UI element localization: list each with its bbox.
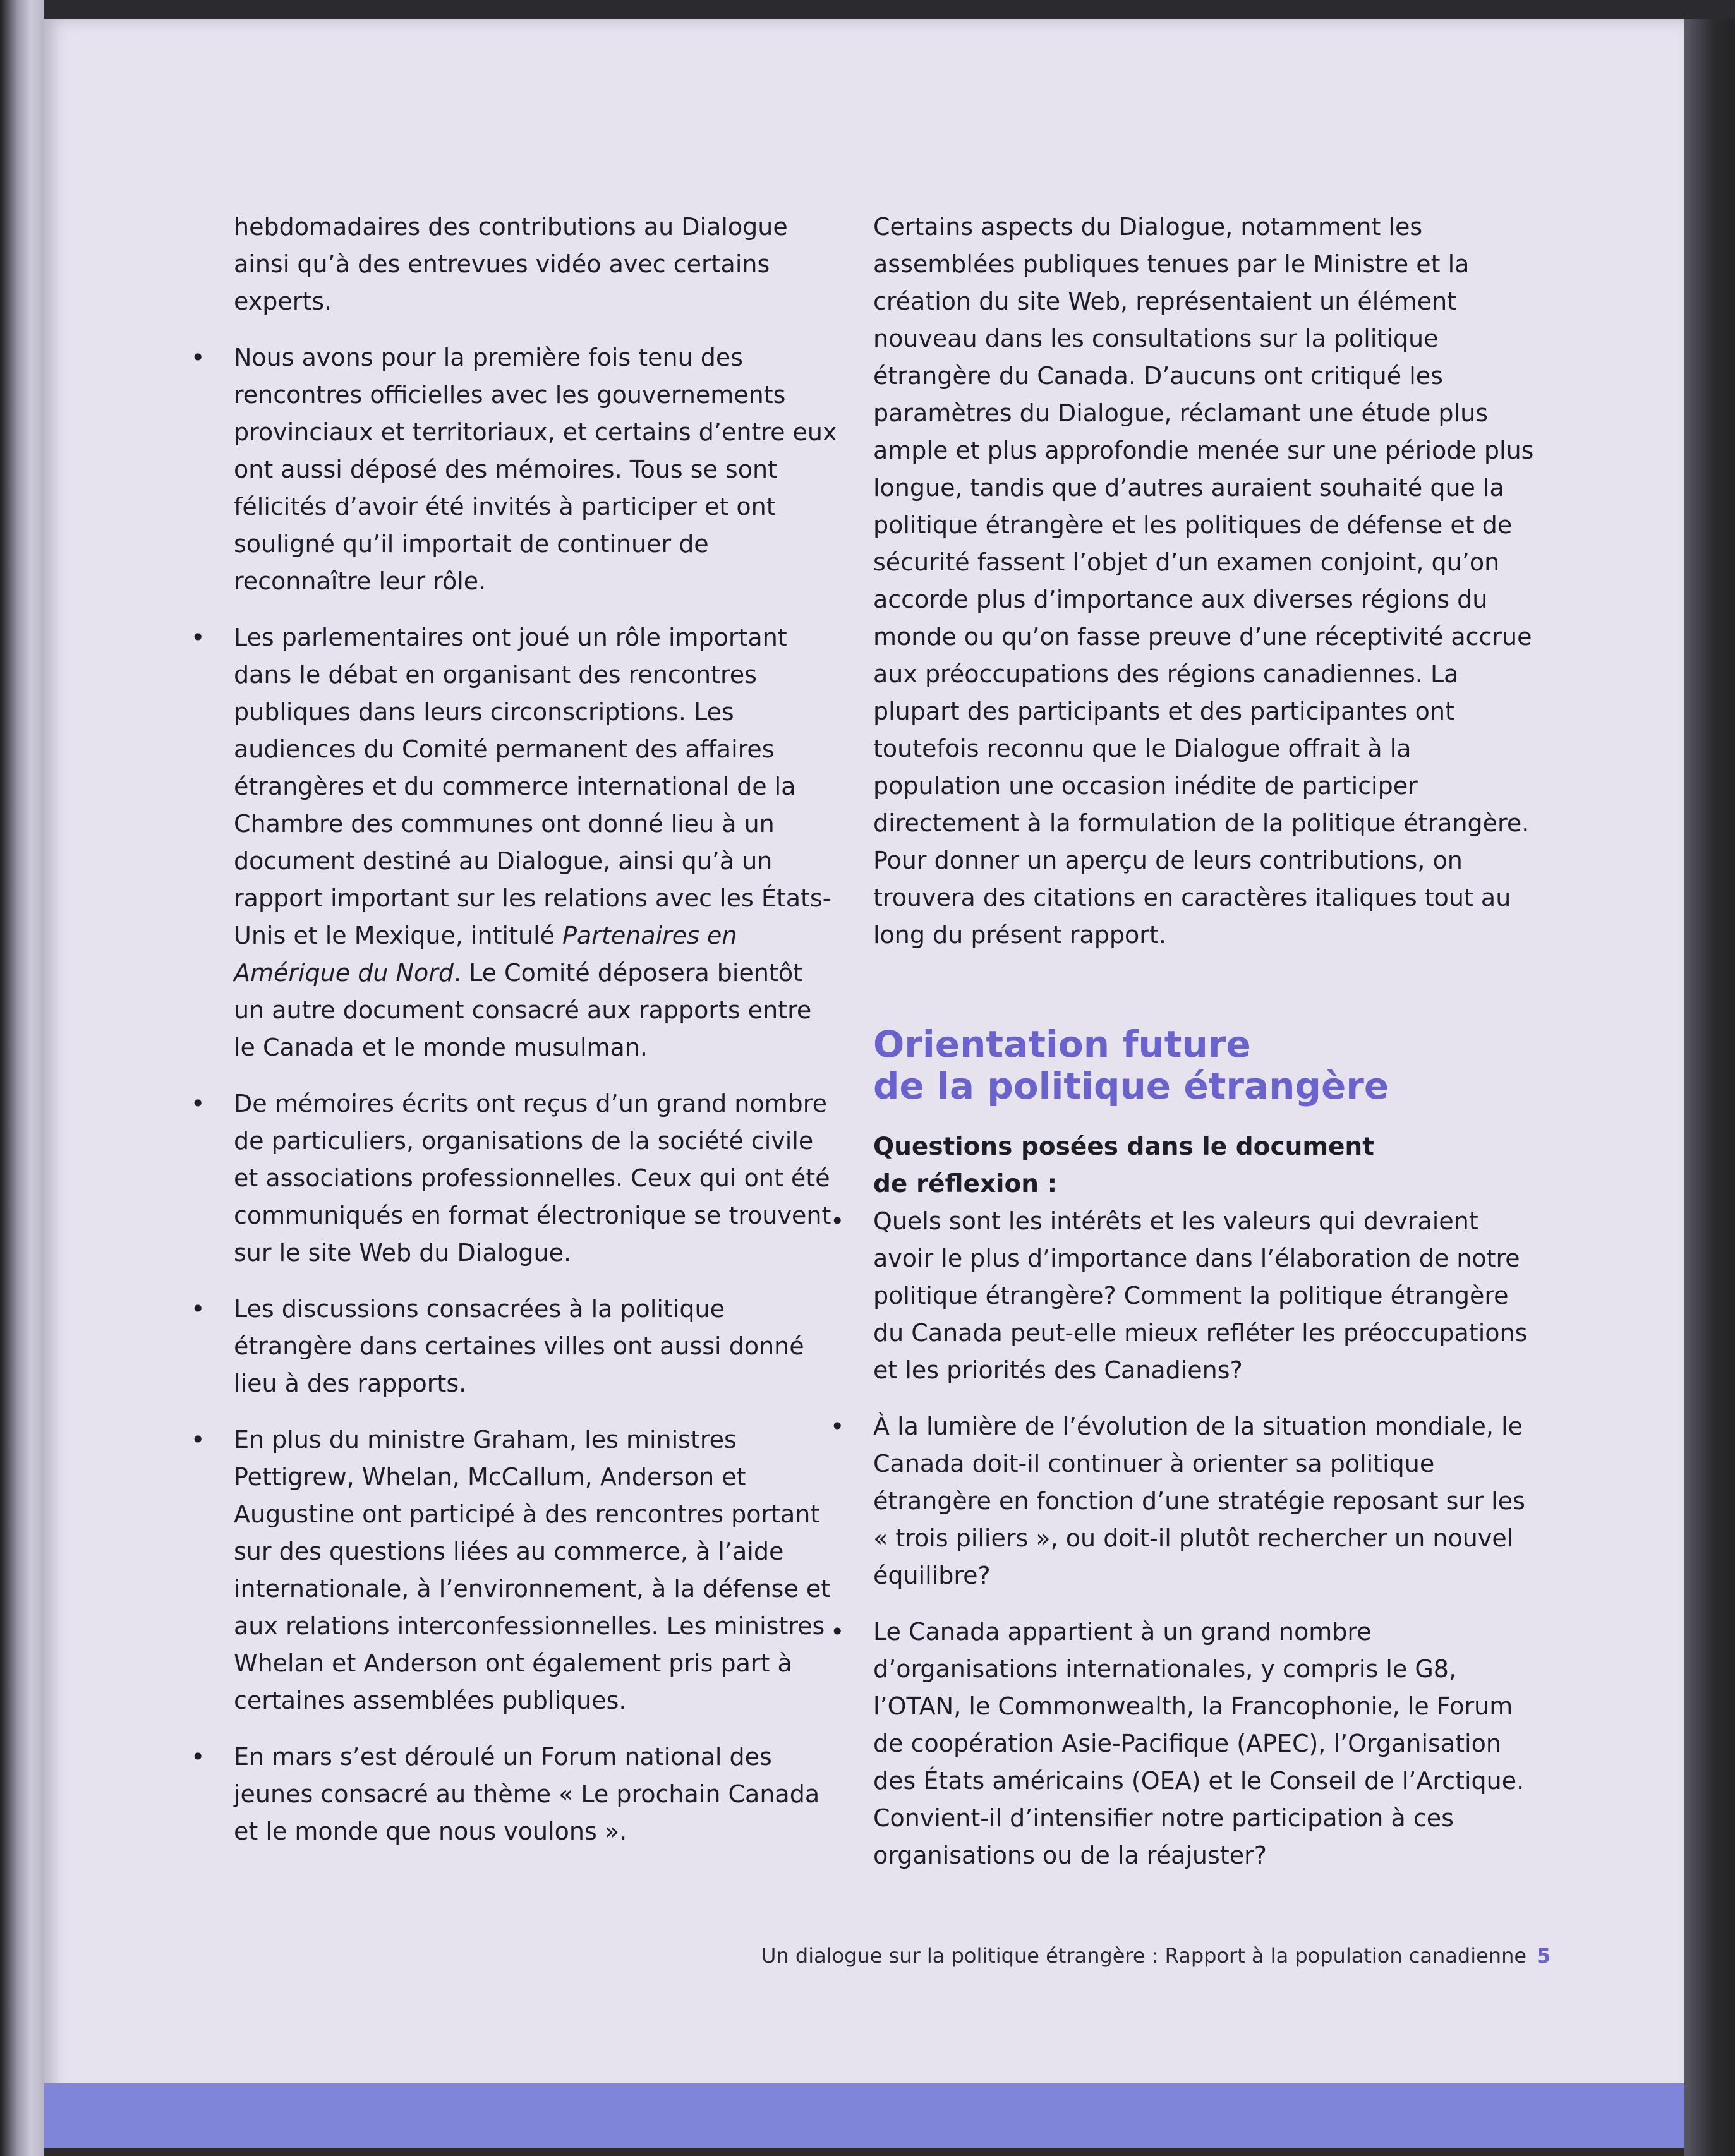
bullet-text: Les parlementaires ont joué un rôle important dans le débat en organisant des rencontres publiques dans leurs circonscriptions. Les audiences du Comité permanent des affaires étrangères et du commerce international de la Chambre des communes ont donné lieu à un document destiné au Dialogue, ainsi qu’à un rapport important sur les relations avec les États-Unis et le Mexique, intitulé [234,623,831,949]
subsection-title-line: de réflexion : [873,1170,1058,1198]
intro-paragraph: Certains aspects du Dialogue, notamment les assemblées publiques tenues par le Ministre et la création du site Web, représentaient un élément nouveau dans les consultations sur la politique étrangère du Canada. D’aucuns ont critiqué les paramètres du Dialogue, réclamant une étude plus ample et plus approfondie menée sur une période plus longue, tandis que d’autres auraient souhaité que la politique étrangère et les politiques de défense et de sécurité fassent l’objet d’un examen conjoint, qu’on accorde plus d’importance aux diverses régions du monde ou qu’on fasse preuve d’une réceptivité accrue aux préoccupations des régions canadiennes. La plupart des participants et des participantes ont toutefois reconnu que le Dialogue offrait à la population une occasion inédite de participer directement à la formulation de la politique étrangère. Pour donner un aperçu de leurs contributions, on trouvera des citations en caractères italiques tout au long du présent rapport. [873,213,1534,949]
section-title-line: de la politique étrangère [873,1064,1389,1107]
right-column [873,208,1534,1874]
binding-edge [0,0,44,2156]
bullet-item: • De mémoires écrits ont reçus d’un grand nombre de particuliers, organisations de la société civile et associations professionnelles. Ceux qui ont été communiqués en format électronique se trouvent sur le site Web du Dialogue. [234,1085,837,1272]
bullet-item [234,619,837,1066]
footer-title: Un dialogue sur la politique étrangère : Rapport à la population canadienne [761,1944,1527,1968]
bottom-color-band [44,2083,1684,2148]
question-item: • Quels sont les intérêts et les valeurs qui devraient avoir le plus d’importance dans l’élaboration de notre politique étrangère? Comment la politique étrangère du Canada peut-elle mieux refléter les préoccupations et les priorités des Canadiens? [873,1203,1534,1389]
continued-paragraph: hebdomadaires des contributions au Dialogue ainsi qu’à des entrevues vidéo avec certains experts. [234,213,788,315]
page-number: 5 [1537,1944,1551,1968]
bullet-text: . Le Comité déposera bientôt un autre document consacré aux rapports entre le Canada et le monde musulman. [234,959,812,1061]
left-column [234,208,837,1850]
section-title-line: Orientation future [873,1023,1251,1066]
subsection-title-line: Questions posées dans le document [873,1133,1374,1161]
question-list [873,1203,1534,1874]
question-item: • Le Canada appartient à un grand nombre d’organisations internationales, y compris le G8, l’OTAN, le Commonwealth, la Francophonie, le Forum de coopération Asie-Pacifique (APEC), l’Organisation des États américains (OEA) et le Conseil de l’Arctique. Convient-il d’intensifier notre participation à ces organisations ou de la réajuster? [873,1613,1534,1874]
bullet-item: • En plus du ministre Graham, les ministres Pettigrew, Whelan, McCallum, Anderson et Augustine ont participé à des rencontres portant sur des questions liées au commerce, à l’aide internationale, à l’environnement, à la défense et aux relations interconfessionnelles. Les ministres Whelan et Anderson ont également pris part à certaines assemblées publiques. [234,1421,837,1719]
left-bullet-list [234,339,837,1850]
bullet-item: • En mars s’est déroulé un Forum national des jeunes consacré au thème « Le prochain Canada et le monde que nous voulons ». [234,1738,837,1850]
bullet-item: • Les discussions consacrées à la politique étrangère dans certaines villes ont aussi donné lieu à des rapports. [234,1291,837,1402]
document-page [44,19,1684,2148]
subsection-title [873,1128,1534,1203]
section-title [873,1023,1534,1107]
page-footer [761,1944,1551,1968]
italic-title: Partenaires en Amérique du Nord [234,922,737,987]
bullet-item: • Nous avons pour la première fois tenu des rencontres officielles avec les gouvernements provinciaux et territoriaux, et certains d’entre eux ont aussi déposé des mémoires. Tous se sont félicités d’avoir été invités à participer et ont souligné qu’il importait de continuer de reconnaître leur rôle. [234,339,837,600]
right-shadow [1684,19,1735,2156]
question-item: • À la lumière de l’évolution de la situation mondiale, le Canada doit-il continuer à orienter sa politique étrangère en fonction d’une stratégie reposant sur les « trois piliers », ou doit-il plutôt rechercher un nouvel équilibre? [873,1408,1534,1594]
